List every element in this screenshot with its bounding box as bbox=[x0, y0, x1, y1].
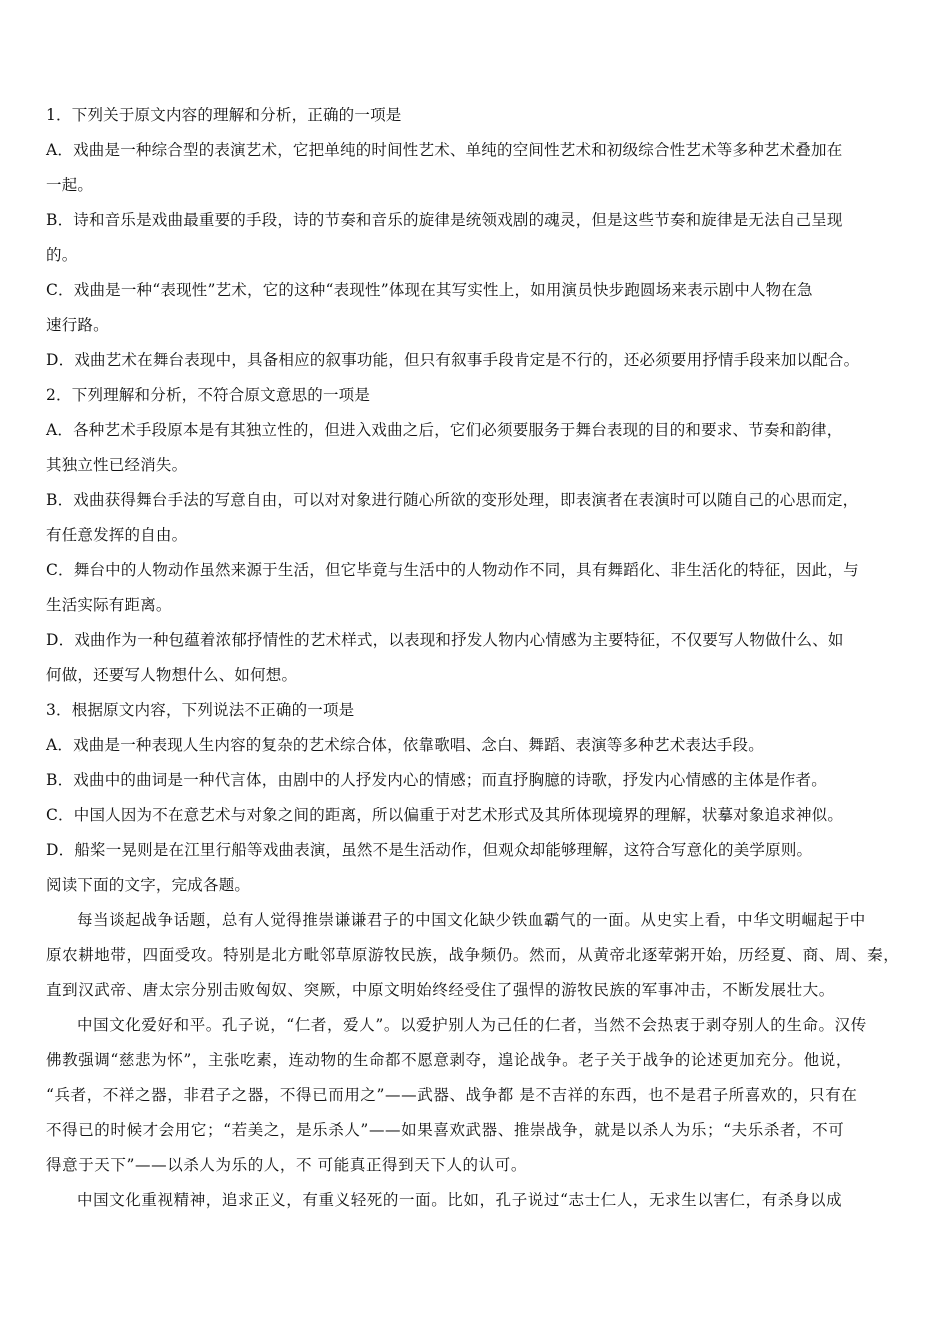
question-3-option-b: B．戏曲中的曲词是一种代言体，由剧中的人抒发内心的情感；而直抒胸臆的诗歌，抒发内心情感的主体是作者。 bbox=[46, 771, 827, 789]
passage-line: 不得已的时候才会用它；“若美之，是乐杀人”——如果喜欢武器、推崇战争，就是以杀人为乐；“夫乐杀者，不可 bbox=[46, 1121, 845, 1139]
question-1-option-b: B．诗和音乐是戏曲最重要的手段，诗的节奏和音乐的旋律是统领戏剧的魂灵，但是这些节奏和旋律是无法自己呈现 bbox=[46, 211, 843, 229]
passage-line: “兵者，不祥之器，非君子之器，不得已而用之”——武器、战争都 是不吉祥的东西，也不是君子所喜欢的，只有在 bbox=[46, 1086, 858, 1104]
question-1-option-a-cont: 一起。 bbox=[46, 176, 94, 194]
passage-line: 中国文化重视精神，追求正义，有重义轻死的一面。比如，孔子说过“志士仁人，无求生以害仁，有杀身以成 bbox=[77, 1191, 843, 1209]
question-3-option-d: D．船桨一晃则是在江里行船等戏曲表演，虽然不是生活动作，但观众却能够理解，这符合写意化的美学原则。 bbox=[46, 841, 813, 859]
question-3-stem: 3．根据原文内容，下列说法不正确的一项是 bbox=[46, 701, 355, 719]
question-2-option-b: B．戏曲获得舞台手法的写意自由，可以对对象进行随心所欲的变形处理，即表演者在表演时可以随自己的心思而定， bbox=[46, 491, 859, 509]
passage-line: 原农耕地带，四面受攻。特别是北方毗邻草原游牧民族，战争频仍。然而，从黄帝北逐荤粥开始，历经夏、商、周、秦， bbox=[46, 946, 900, 964]
passage-line: 每当谈起战争话题，总有人觉得推崇谦谦君子的中国文化缺少铁血霸气的一面。从史实上看，中华文明崛起于中 bbox=[77, 911, 866, 929]
passage-paragraph-3 bbox=[46, 1183, 908, 1218]
question-2-option-c: C．舞台中的人物动作虽然来源于生活，但它毕竟与生活中的人物动作不同，具有舞蹈化、非生活化的特征，因此，与 bbox=[46, 561, 859, 579]
question-1-option-a: A．戏曲是一种综合型的表演艺术，它把单纯的时间性艺术、单纯的空间性艺术和初级综合性艺术等多种艺术叠加在 bbox=[46, 141, 843, 159]
question-2-option-a-cont: 其独立性已经消失。 bbox=[46, 456, 188, 474]
question-2-option-a: A．各种艺术手段原本是有其独立性的，但进入戏曲之后，它们必须要服务于舞台表现的目的和要求、节奏和韵律， bbox=[46, 421, 843, 439]
passage-line: 中国文化爱好和平。孔子说，“仁者，爱人”。以爱护别人为己任的仁者，当然不会热衷于剥夺别人的生命。汉传 bbox=[77, 1016, 867, 1034]
passage-paragraph-1 bbox=[46, 903, 908, 1008]
question-2-option-d-cont: 何做，还要写人物想什么、如何想。 bbox=[46, 666, 298, 684]
question-1-option-c-cont: 速行路。 bbox=[46, 316, 109, 334]
question-1-option-b-cont: 的。 bbox=[46, 246, 78, 264]
passage-line: 直到汉武帝、唐太宗分别击败匈奴、突厥，中原文明始终经受住了强悍的游牧民族的军事冲击，不断发展壮大。 bbox=[46, 981, 835, 999]
question-3-option-a: A．戏曲是一种表现人生内容的复杂的艺术综合体，依靠歌唱、念白、舞蹈、表演等多种艺术表达手段。 bbox=[46, 736, 764, 754]
question-2-stem: 2．下列理解和分析，不符合原文意思的一项是 bbox=[46, 386, 371, 404]
reading-prompt: 阅读下面的文字，完成各题。 bbox=[46, 876, 251, 894]
passage-line: 佛教强调“慈悲为怀”，主张吃素，连动物的生命都不愿意剥夺，遑论战争。老子关于战争的论述更加充分。他说， bbox=[46, 1051, 852, 1069]
question-3-option-c: C．中国人因为不在意艺术与对象之间的距离，所以偏重于对艺术形式及其所体现境界的理解，状摹对象追求神似。 bbox=[46, 806, 844, 824]
question-1-option-d: D．戏曲艺术在舞台表现中，具备相应的叙事功能，但只有叙事手段肯定是不行的，还必须要用抒情手段来加以配合。 bbox=[46, 351, 860, 369]
question-2-option-b-cont: 有任意发挥的自由。 bbox=[46, 526, 188, 544]
question-2-option-c-cont: 生活实际有距离。 bbox=[46, 596, 172, 614]
passage-line: 得意于天下”——以杀人为乐的人，不 可能真正得到天下人的认可。 bbox=[46, 1156, 527, 1174]
question-1-stem: 1．下列关于原文内容的理解和分析，正确的一项是 bbox=[46, 106, 402, 124]
passage-paragraph-2 bbox=[46, 1008, 908, 1183]
question-1-option-c: C．戏曲是一种“表现性”艺术，它的这种“表现性”体现在其写实性上，如用演员快步跑圆场来表示剧中人物在急 bbox=[46, 281, 813, 299]
question-2-option-d: D．戏曲作为一种包蕴着浓郁抒情性的艺术样式，以表现和抒发人物内心情感为主要特征，不仅要写人物做什么、如 bbox=[46, 631, 844, 649]
document-page bbox=[46, 98, 908, 1218]
